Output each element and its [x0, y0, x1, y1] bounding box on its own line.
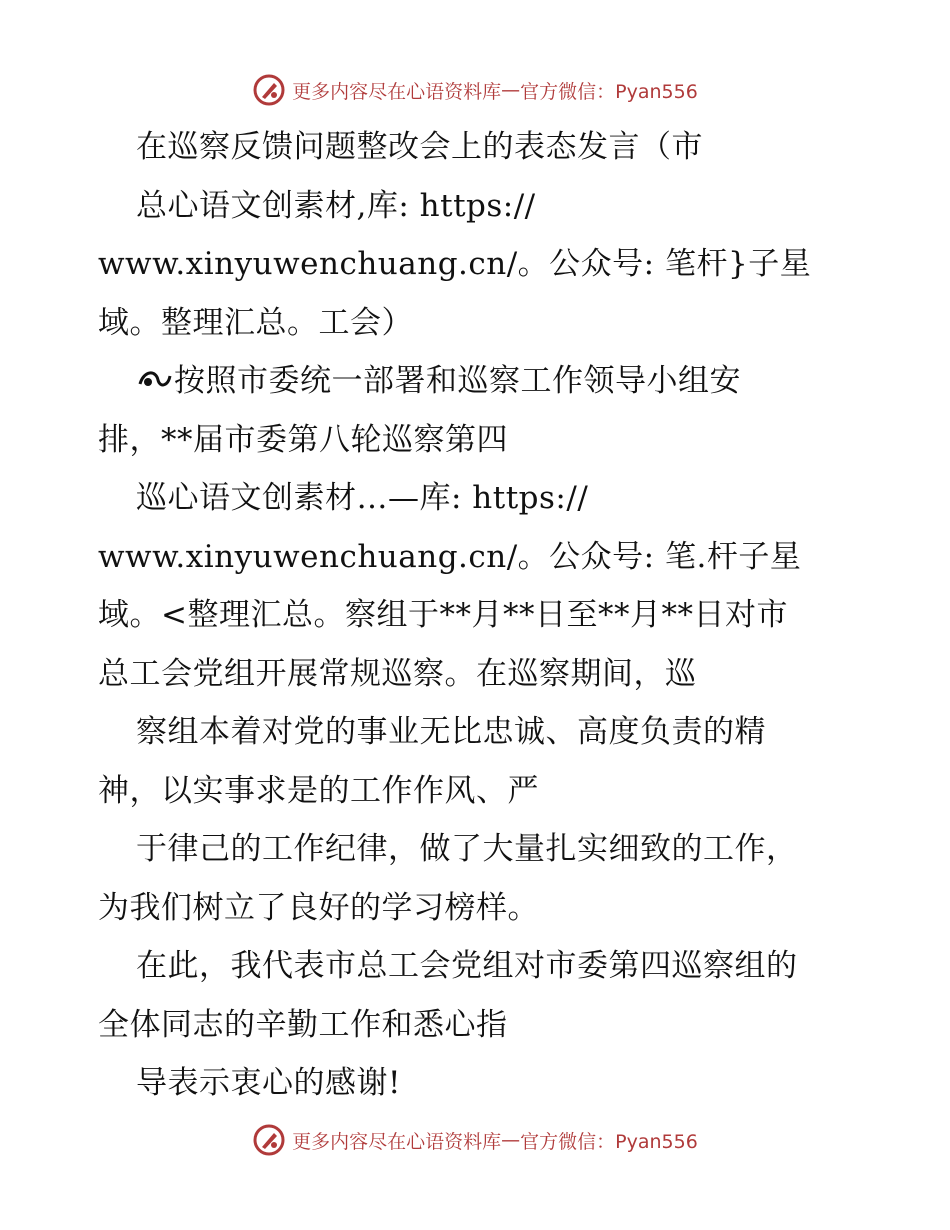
- doc-line: 巡心语文创素材…—库: https://: [136, 480, 589, 516]
- doc-line: 排，**届市委第八轮巡察第四: [98, 421, 508, 458]
- doc-line: www.xinyuwenchuang.cn/。公众号: 笔.杆子星: [98, 538, 802, 575]
- doc-line: [98, 352, 858, 411]
- doc-line: 在此，我代表市总工会党组对市委第四巡察组的: [136, 948, 798, 984]
- header-banner: [0, 70, 950, 110]
- document-body: [98, 118, 858, 1113]
- pen-nib-logo-icon: [252, 73, 286, 107]
- doc-line: 域。整理汇总。工会）: [98, 304, 413, 341]
- doc-line: www.xinyuwenchuang.cn/。公众号: 笔杆}子星: [98, 246, 812, 282]
- doc-line: 为我们树立了良好的学习榜样。: [98, 889, 539, 926]
- doc-line: 全体同志的辛勤工作和悉心指: [98, 1006, 508, 1043]
- banner-wechat: 官方微信：Pyan556: [520, 1130, 698, 1153]
- doc-line: 总心语文创素材,库: https://: [136, 187, 536, 224]
- doc-line: 总工会党组开展常规巡察。在巡察期间，巡: [98, 655, 697, 692]
- doc-line: 域。<整理汇总。察组于**月**日至**月**日对市: [98, 597, 788, 633]
- banner-wechat: 官方微信：Pyan556: [520, 80, 698, 103]
- doc-line: 导表示衷心的感谢!: [136, 1065, 401, 1101]
- doc-line-text: 按照市委统一部署和巡察工作领导小组安: [174, 363, 741, 399]
- banner-text: 更多内容尽在心语资料库: [292, 80, 502, 103]
- doc-line: 察组本着对党的事业无比忠诚、高度负责的精: [136, 714, 766, 750]
- swirl-ornament-icon: [136, 364, 174, 394]
- doc-title-line: 在巡察反馈问题整改会上的表态发言（市: [136, 129, 703, 165]
- doc-line: 神，以实事求是的工作作风、严: [98, 772, 539, 809]
- doc-line: 于律己的工作纪律，做了大量扎实细致的工作，: [136, 831, 798, 867]
- banner-text: 更多内容尽在心语资料库: [292, 1130, 502, 1153]
- footer-banner: [0, 1120, 950, 1160]
- banner-separator: —: [501, 1129, 521, 1151]
- banner-separator: —: [501, 79, 521, 101]
- pen-nib-logo-icon: [252, 1123, 286, 1157]
